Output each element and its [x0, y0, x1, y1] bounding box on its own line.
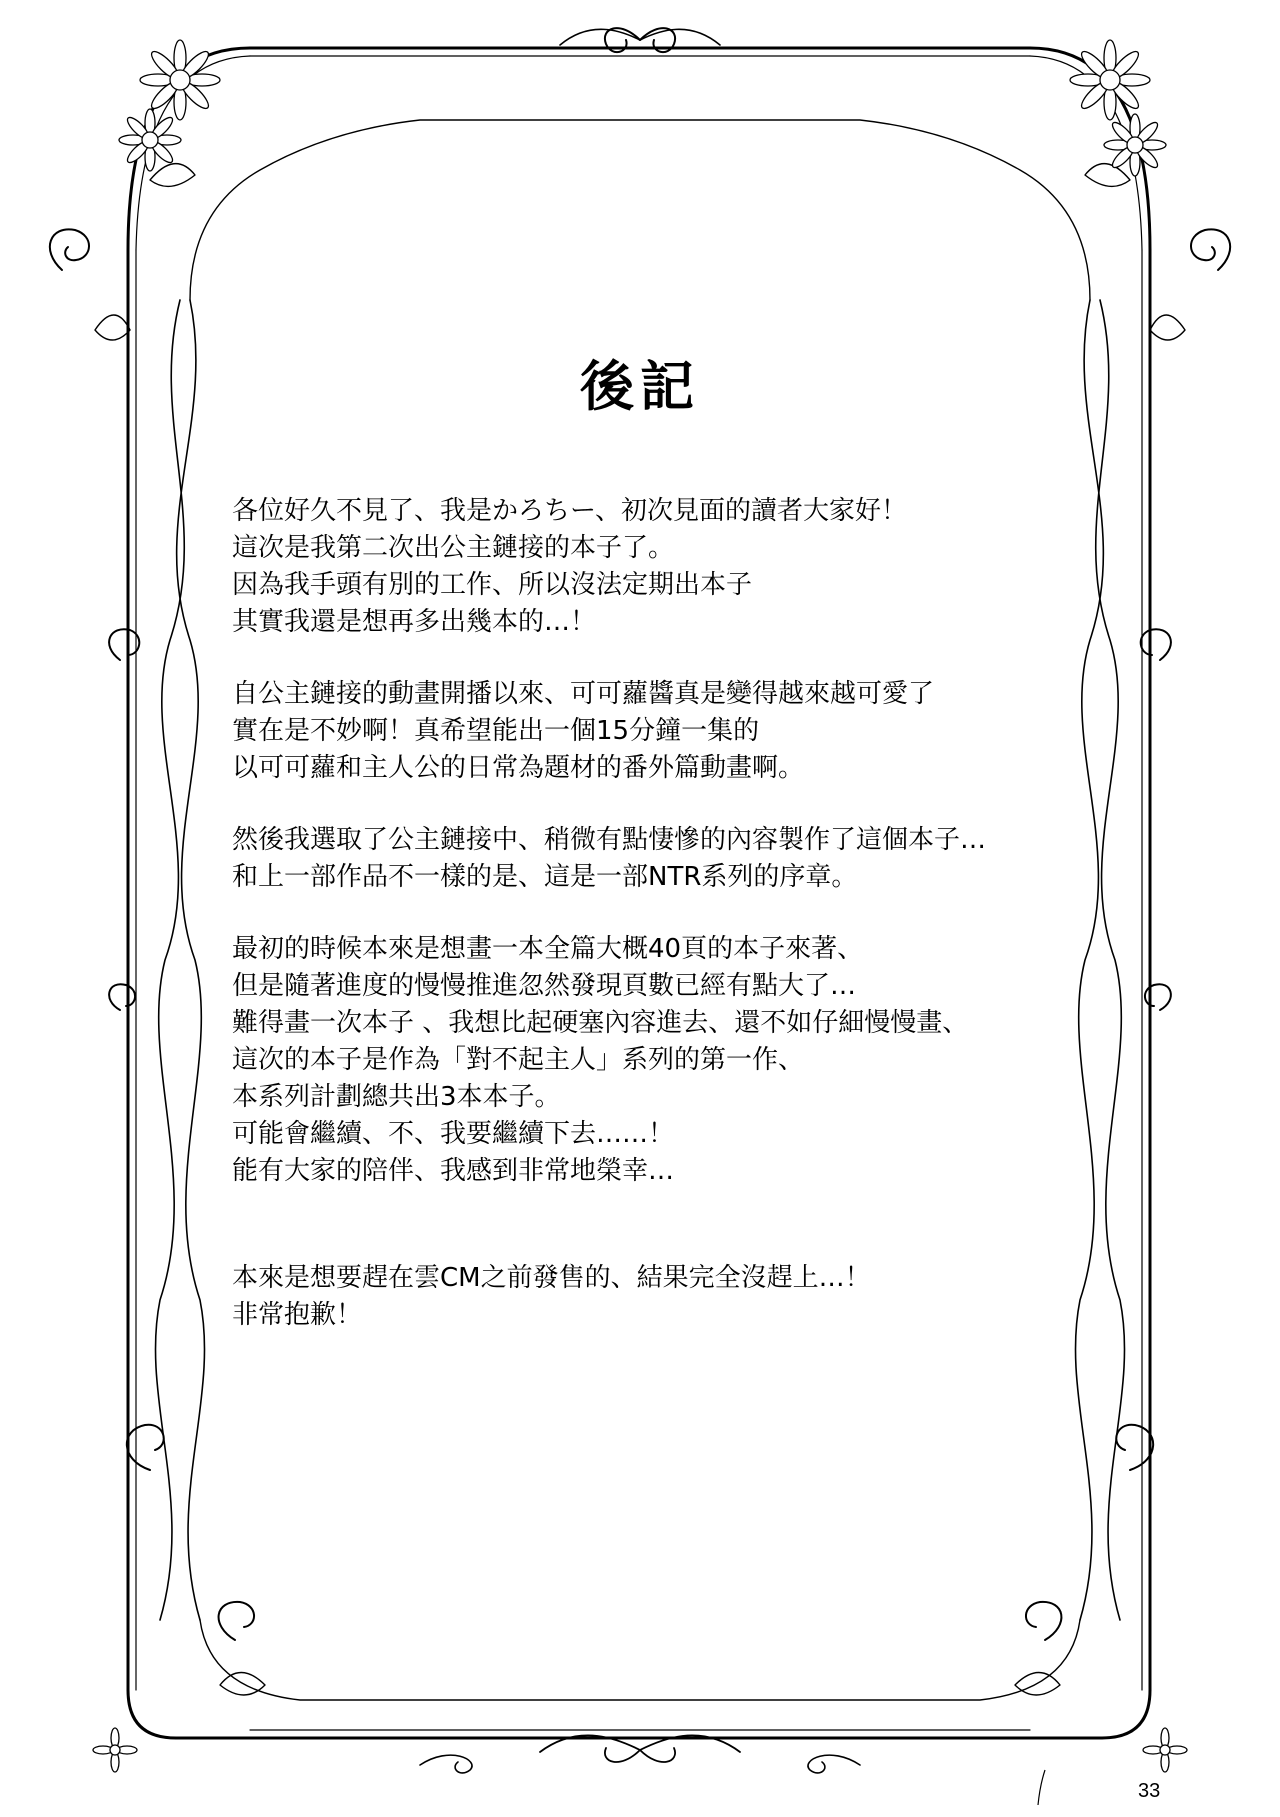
text-line: 本來是想要趕在雲CM之前發售的、結果完全沒趕上…！ — [232, 1263, 871, 1293]
text-line: 這次的本子是作為「對不起主人」系列的第一作、 — [232, 1045, 805, 1075]
paragraph-gap — [232, 787, 1072, 822]
text-line: 實在是不妙啊！真希望能出一個15分鐘一集的 — [232, 716, 760, 746]
text-line: 自公主鏈接的動畫開播以來、可可蘿醬真是變得越來越可愛了 — [232, 679, 935, 709]
paragraph-5 — [232, 1260, 1072, 1334]
page-number: 33 — [1138, 1780, 1161, 1802]
text-line: 能有大家的陪伴、我感到非常地榮幸… — [232, 1156, 675, 1186]
text-line: 以可可蘿和主人公的日常為題材的番外篇動畫啊。 — [232, 753, 805, 783]
paragraph-1 — [232, 493, 1072, 641]
text-line: 這次是我第二次出公主鏈接的本子了。 — [232, 533, 675, 563]
afterword-body — [232, 493, 1072, 1334]
paragraph-gap — [232, 1190, 1072, 1260]
paragraph-gap — [232, 896, 1072, 931]
text-line: 難得畫一次本子 、我想比起硬塞內容進去、還不如仔細慢慢畫、 — [232, 1008, 969, 1038]
paragraph-2 — [232, 676, 1072, 787]
text-line: 和上一部作品不一樣的是、這是一部NTR系列的序章。 — [232, 862, 858, 892]
text-line: 但是隨著進度的慢慢推進忽然發現頁數已經有點大了… — [232, 971, 857, 1001]
paragraph-4 — [232, 931, 1072, 1190]
text-line: 可能會繼續、不、我要繼續下去……！ — [232, 1119, 675, 1149]
text-line: 因為我手頭有別的工作、所以沒法定期出本子 — [232, 570, 753, 600]
paragraph-gap — [232, 641, 1072, 676]
page-title: 後記 — [580, 355, 700, 418]
paragraph-3 — [232, 822, 1072, 896]
text-line: 最初的時候本來是想畫一本全篇大概40頁的本子來著、 — [232, 934, 864, 964]
text-line: 然後我選取了公主鏈接中、稍微有點悽慘的內容製作了這個本子… — [232, 825, 987, 855]
text-line: 其實我還是想再多出幾本的…！ — [232, 607, 597, 637]
text-line: 非常抱歉！ — [232, 1300, 363, 1330]
text-line: 各位好久不見了、我是かろちー、初次見面的讀者大家好！ — [232, 496, 907, 526]
text-line: 本系列計劃總共出3本本子。 — [232, 1082, 561, 1112]
